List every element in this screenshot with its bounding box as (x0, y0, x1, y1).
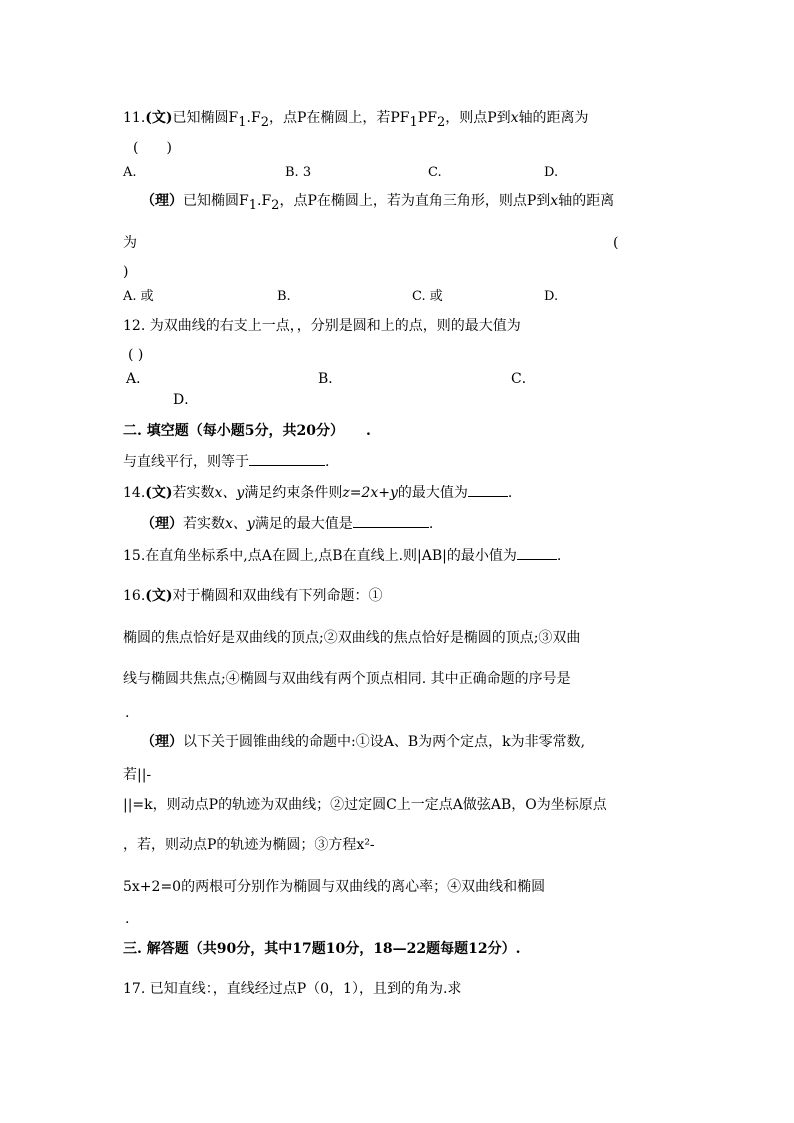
q11-wen-text-c: ，点P在椭圆上，若PF (268, 110, 410, 126)
q16-li-line5: 5x+2=0的两根可分别作为椭圆与双曲线的离心率；④双曲线和椭圆 (123, 879, 546, 895)
q11-li-text-d: 轴的距离 (558, 193, 615, 209)
q12-paren: ( ) (128, 347, 144, 363)
q11-wen-text-d: PF (417, 110, 437, 126)
q16-li-line1-text: 以下关于圆锥曲线的命题中:①设A、B为两个定点，k为非零常数, (183, 734, 586, 750)
q11-number: 11. (123, 110, 146, 126)
q11-wen-text-f: 轴的距离为 (518, 110, 589, 126)
q16-wen-line1 (123, 587, 383, 605)
q14-li-tag: （理） (141, 516, 183, 532)
q16-wen-line4: . (125, 705, 130, 721)
q16-li-line3: ||=k，则动点P的轨迹为双曲线；②过定圆C上一定点A做弦AB，O为坐标原点 (123, 797, 607, 813)
q11-li-x: x (550, 193, 559, 209)
q16-li-line4: ，若，则动点P的轨迹为椭圆；③方程x²- (123, 837, 375, 853)
q12-opt-d: D． (173, 392, 199, 408)
q11-wen-paren: ( ) (133, 140, 172, 156)
q14-text-b: 满足约束条件则 (244, 485, 343, 501)
q11-wen-opt-b: B. 3 (285, 165, 312, 180)
q14-text-c: 的最大值为 (397, 485, 468, 501)
q12-opt-b: B． (318, 371, 343, 387)
q14-li-xy: x、y (225, 516, 255, 532)
q11-wen-opt-c: C. (428, 165, 442, 180)
q14-li-line (141, 515, 433, 533)
q11-li-line: （理）已知椭圆$F_1.F_2$，点P在椭圆上，若为直角三角形，则点P到x轴的距离 (141, 193, 615, 213)
q11-li-paren-open: ( (613, 235, 619, 251)
q13-end: . (325, 454, 330, 470)
q17-text: 17. 已知直线：，直线经过点P（0，1），且到的角为.求 (123, 981, 462, 997)
q14-li-text-a: 若实数 (183, 516, 225, 532)
q14-li-end: . (428, 516, 434, 532)
q11-li-opt-d: D. (544, 289, 559, 304)
q14-number: 14. (123, 485, 146, 501)
q16-number: 16. (123, 588, 146, 604)
q11-wen-opt-a: A. (123, 165, 137, 180)
q11-wen-x: x (510, 110, 519, 126)
q11-wen-line: 11.(文)已知椭圆$F_1.F_2$，点P在椭圆上，若$PF_1PF_2$，则点P到x轴的距离为 (123, 110, 589, 130)
q14-xy: x、y (214, 485, 245, 501)
q16-text: 对于椭圆和双曲线有下列命题：① (172, 588, 383, 604)
q14-end: . (507, 485, 513, 501)
q15-blank (517, 547, 557, 560)
q14-wen-blank (468, 484, 508, 497)
q14-wen-line (123, 484, 512, 502)
q16-wen-line2: 椭圆的焦点恰好是双曲线的顶点;②双曲线的焦点恰好是椭圆的顶点;③双曲 (123, 630, 581, 646)
q11-li-opt-c: C. 或 (412, 289, 443, 304)
q13-line (123, 453, 329, 471)
q12-opt-c: C． (511, 371, 536, 387)
section2-title-text: 二. 填空题（每小题5分，共20分） (123, 423, 344, 439)
q11-li-text-b: .F (257, 193, 272, 209)
q16-wen-tag: (文) (145, 588, 173, 604)
q12-text: 12. 为双曲线的右支上一点，，分别是圆和上的点，则的最大值为 (123, 318, 521, 334)
section2-title (123, 422, 371, 440)
q13-blank (249, 453, 325, 466)
q14-li-blank (353, 515, 429, 528)
q12-opt-a: A． (126, 371, 151, 387)
q11-wen-opt-d: D. (544, 165, 559, 180)
q16-li-line1 (141, 733, 585, 751)
q11-wen-text-e: ，则点P到 (445, 110, 511, 126)
q11-li-opt-a: A. 或 (123, 289, 154, 304)
q16-li-line2: 若||- (123, 767, 152, 783)
q11-li-text-c: ，点P在椭圆上，若为直角三角形，则点P到 (279, 193, 551, 209)
q11-wen-tag: (文) (145, 110, 173, 126)
q11-li-opt-b: B. (277, 289, 291, 304)
q13-text: 与直线平行，则等于 (123, 454, 249, 470)
q14-wen-tag: (文) (145, 485, 173, 501)
q15-line (123, 547, 561, 565)
q15-end: . (556, 548, 562, 564)
q14-li-text-b: 满足的最大值是 (254, 516, 353, 532)
q11-li-paren-close: ) (123, 264, 129, 280)
q14-expr: z=2x+y (342, 485, 398, 501)
q15-text: 15.在直角坐标系中,点A在圆上,点B在直线上.则|AB|的最小值为 (123, 548, 517, 564)
q11-wen-text-b: .F (246, 110, 261, 126)
q11-wen-text-a: 已知椭圆F (172, 110, 239, 126)
q11-li-text-a: 已知椭圆F (183, 193, 249, 209)
q16-li-tag: （理） (141, 734, 183, 750)
q11-li-cont: 为 (123, 235, 137, 251)
q16-wen-line3: 线与椭圆共焦点;④椭圆与双曲线有两个顶点相同. 其中正确命题的序号是 (123, 671, 571, 687)
q14-text-a: 若实数 (172, 485, 215, 501)
q16-li-line6: . (125, 911, 130, 927)
q11-li-tag: （理） (141, 193, 183, 209)
section3-title: 三. 解答题（共90分，其中17题10分，18—22题每题12分）. (123, 941, 521, 957)
section2-dot: . (365, 423, 371, 439)
